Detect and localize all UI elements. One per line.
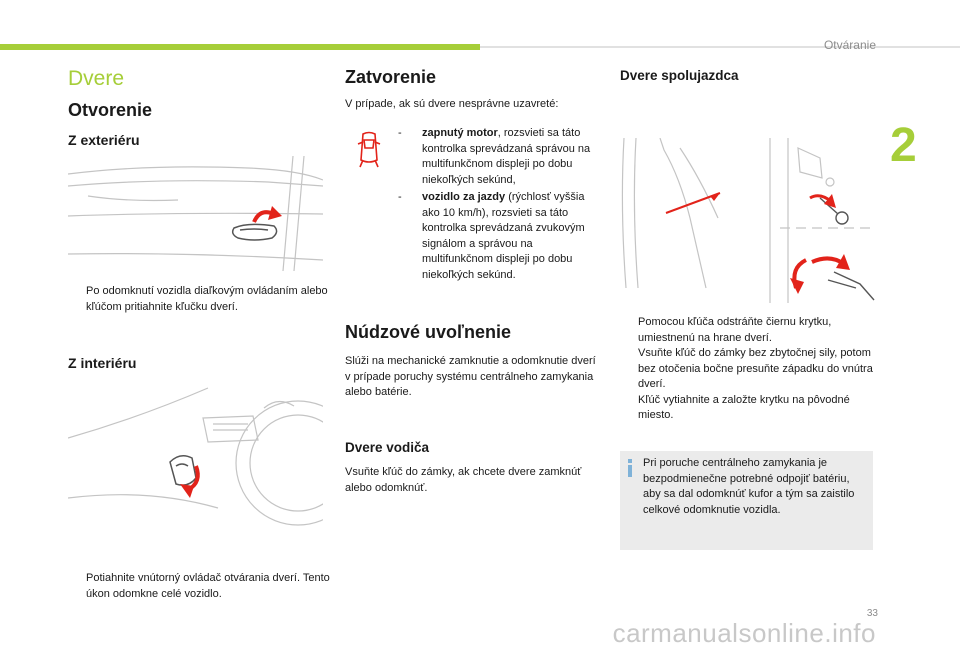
condition-label: zapnutý motor bbox=[422, 127, 498, 139]
list-item bbox=[620, 315, 875, 346]
heading-interior: Z interiéru bbox=[68, 355, 137, 371]
condition-text: , rozsvieti sa táto kontrolka sprevádzaná správou na multifunkčnom displeji po dobu niekoľkých sekúnd, bbox=[422, 127, 591, 186]
dash-marker: - bbox=[398, 191, 402, 203]
page-title: Dvere bbox=[68, 67, 125, 90]
page-number: 33 bbox=[866, 608, 878, 619]
interior-instruction-text: Potiahnite vnútorný ovládač otvárania dverí. Tento úkon odomkne celé vozidlo. bbox=[86, 572, 330, 600]
driver-door-text: Vsuňte kľúč do zámky, ak chcete dvere zamknúť alebo odomknúť. bbox=[345, 466, 582, 494]
rotate-arrow-icon bbox=[254, 206, 282, 222]
rotate-arrow-icon bbox=[790, 194, 850, 294]
info-text: Pri poruche centrálneho zamykania je bezpodmienečne potrebné odpojiť batériu, aby sa dal odomknúť kufor a tým sa zaistilo celkové odomknutie vozidla. bbox=[643, 457, 855, 516]
closing-intro: V prípade, ak sú dvere nesprávne uzavreté: bbox=[345, 98, 559, 110]
heading-driver-door: Dvere vodiča bbox=[345, 440, 430, 455]
passenger-door-lock-illustration bbox=[620, 138, 875, 303]
heading-passenger-door: Dvere spolujazdca bbox=[620, 68, 739, 83]
exterior-instruction bbox=[68, 284, 341, 315]
info-box bbox=[620, 451, 873, 550]
heading-exterior: Z exteriéru bbox=[68, 132, 140, 148]
heading-closing: Zatvorenie bbox=[345, 67, 437, 87]
watermark: carmanualsonline.info bbox=[612, 618, 876, 648]
section-title: Otváranie bbox=[823, 38, 876, 52]
dash-marker: - bbox=[398, 127, 402, 139]
exterior-instruction-text: Po odomknutí vozidla diaľkovým ovládaním alebo kľúčom pritiahnite kľučku dverí. bbox=[86, 285, 328, 313]
list-item bbox=[398, 190, 603, 283]
condition-label: vozidlo za jazdy bbox=[422, 191, 506, 203]
door-open-warning-icon bbox=[354, 130, 384, 170]
heading-opening: Otvorenie bbox=[68, 100, 153, 120]
heading-emergency: Núdzové uvoľnenie bbox=[345, 322, 511, 342]
list-item bbox=[398, 126, 603, 188]
list-item bbox=[620, 346, 875, 393]
closing-conditions-list bbox=[398, 126, 603, 285]
step-text: Vsuňte kľúč do zámky bez zbytočnej sily, potom bez otočenia bočne presuňte západku do vnútra dverí. bbox=[638, 347, 873, 390]
passenger-steps-list bbox=[620, 315, 875, 424]
interior-door-illustration bbox=[68, 378, 323, 528]
interior-instruction bbox=[68, 571, 341, 602]
condition-text: (rýchlosť vyššia ako 10 km/h), rozsvieti sa táto kontrolka sprevádzaná zvukovým signálom a správou na multifunkčnom displeji po dobu niekoľkých sekúnd. bbox=[422, 191, 585, 281]
step-text: Kľúč vytiahnite a založte krytku na pôvodné miesto. bbox=[638, 393, 850, 421]
emergency-text: Slúži na mechanické zamknutie a odomknutie dverí v prípade poruchy systému centrálneho zamykania alebo batérie. bbox=[345, 355, 596, 398]
chapter-number: 2 bbox=[890, 119, 917, 172]
header-accent-bar bbox=[0, 44, 480, 50]
header-rule bbox=[480, 46, 960, 48]
step-text: Pomocou kľúča odstráňte čiernu krytku, umiestnenú na hrane dverí. bbox=[638, 316, 832, 344]
exterior-door-illustration bbox=[68, 156, 323, 271]
list-item bbox=[620, 393, 875, 424]
info-icon bbox=[626, 459, 634, 477]
